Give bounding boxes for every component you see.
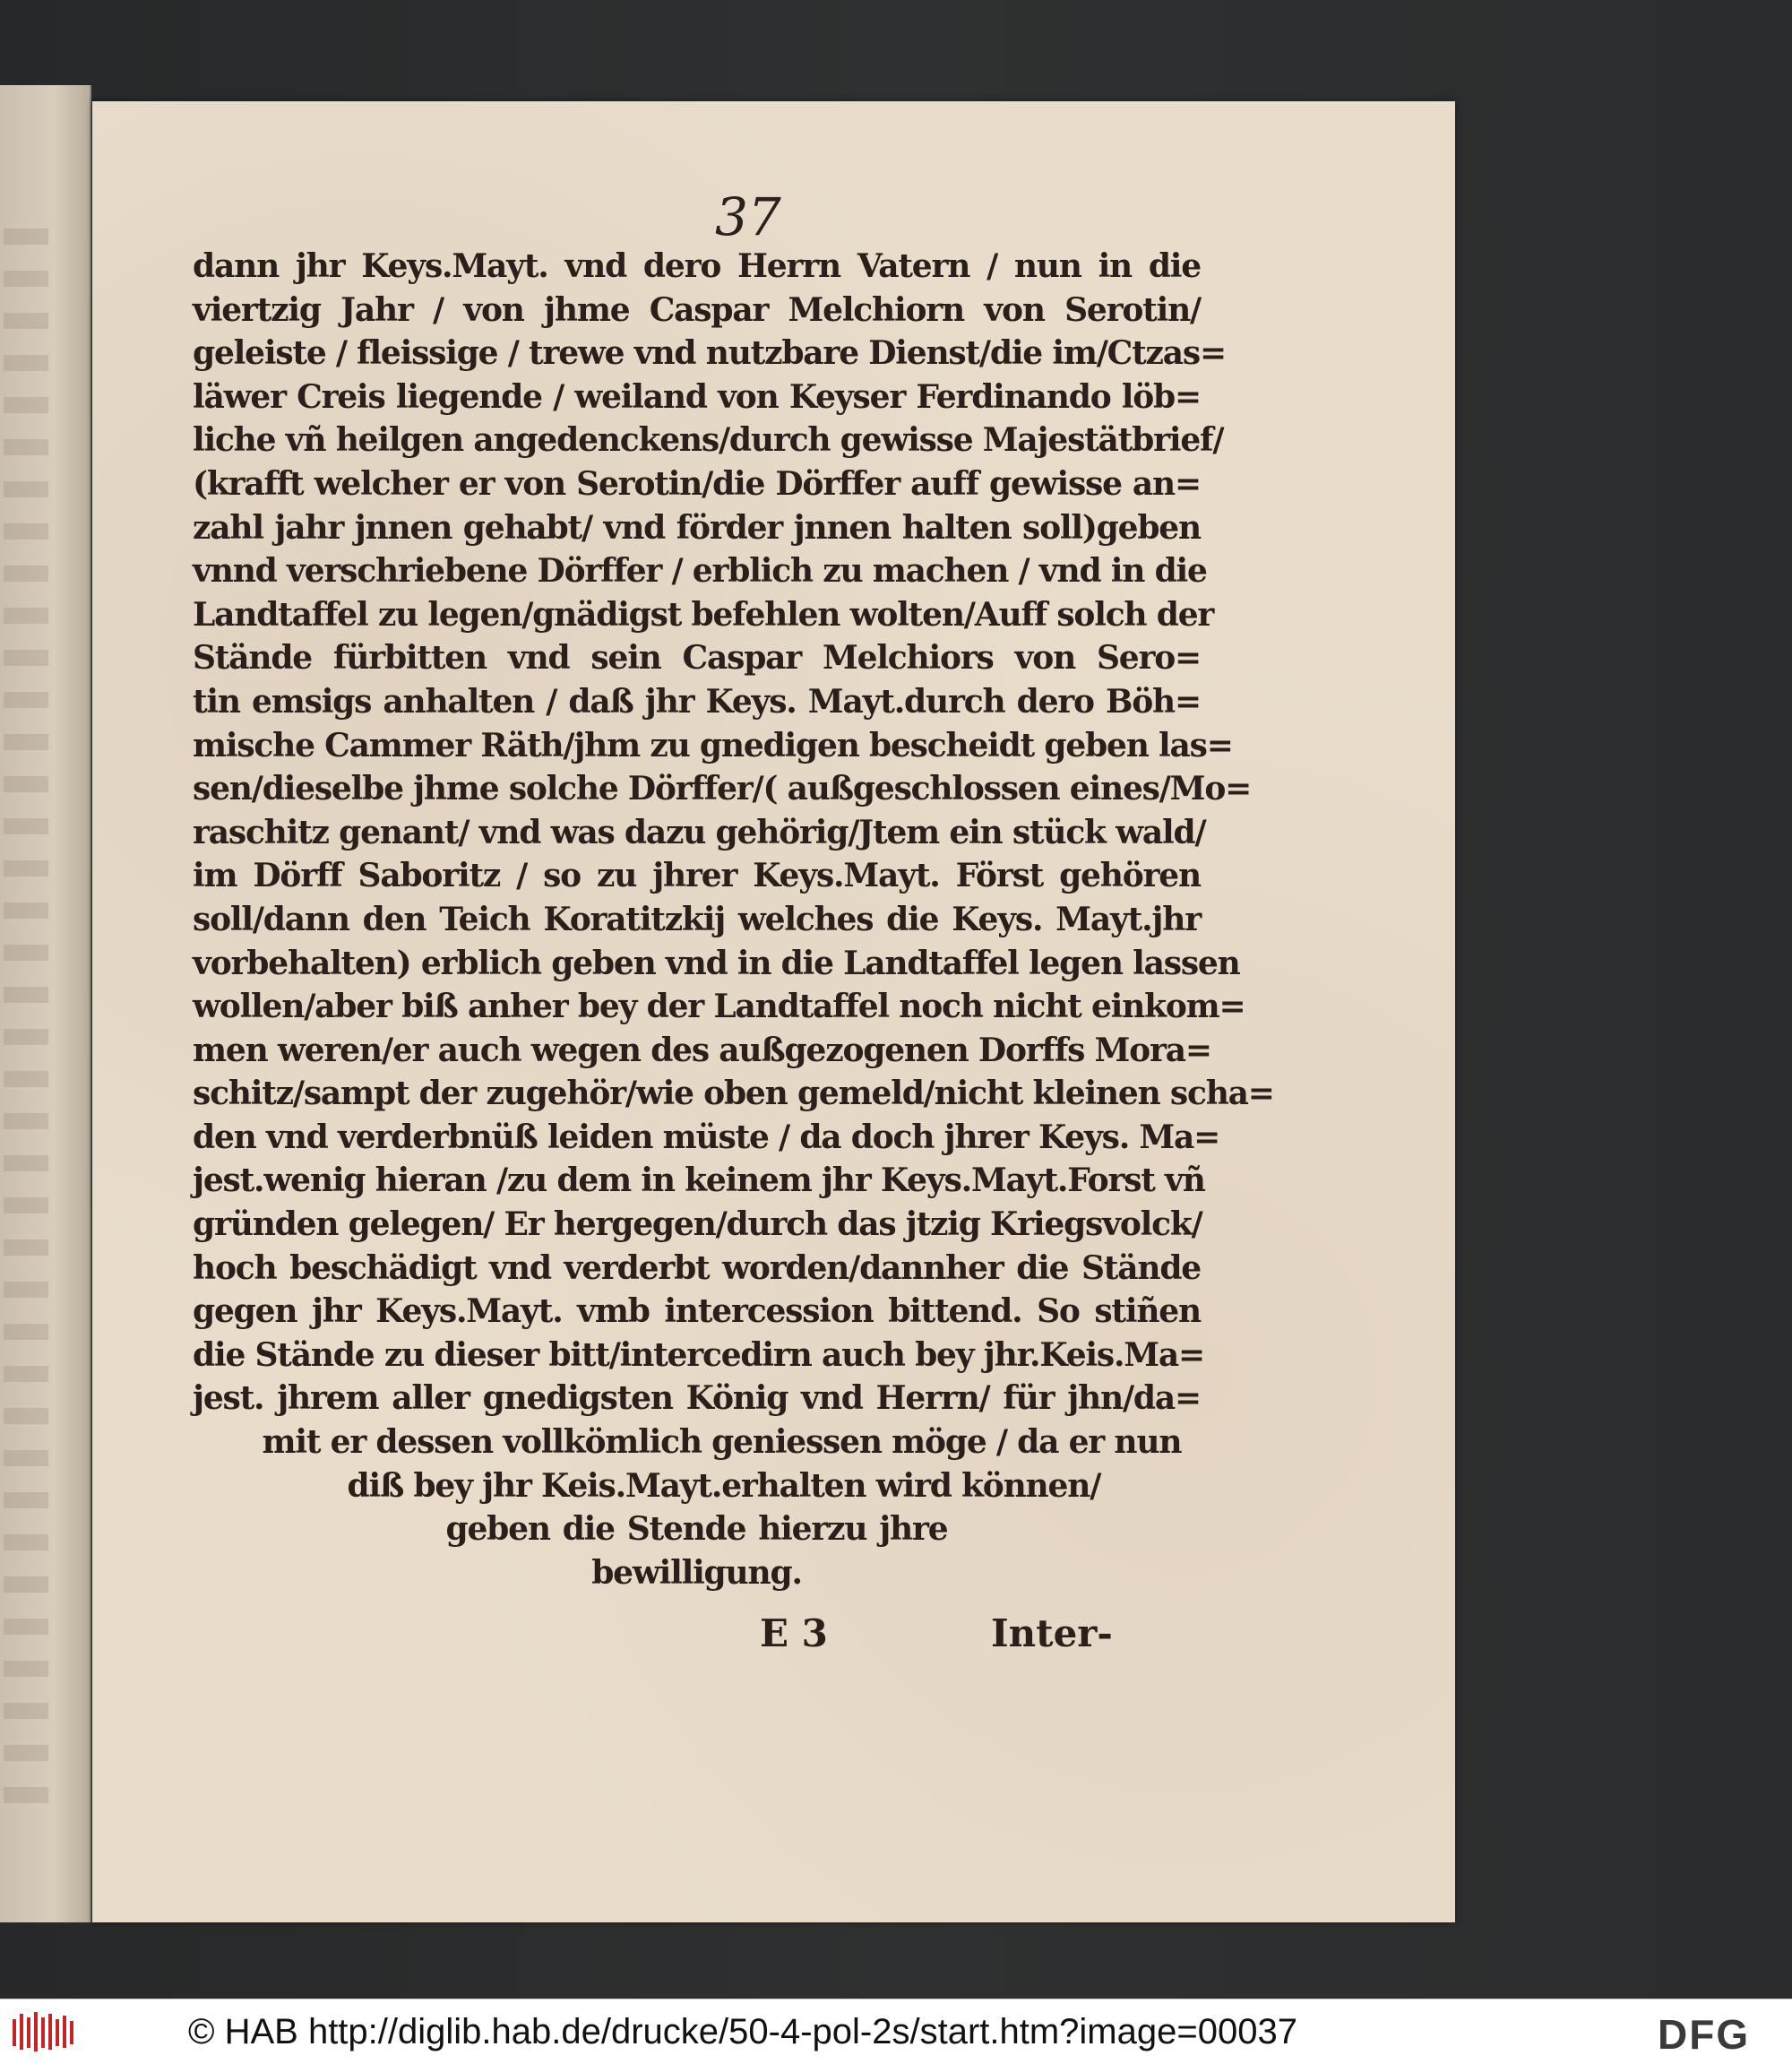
- text-line: bewilligung.: [591, 1553, 802, 1592]
- book-page: [92, 101, 1455, 1922]
- text-line: jest.wenig hieran /zu dem in keinem jhr Keys.Mayt.Forst vñ: [193, 1162, 1205, 1200]
- text-line: soll/dann den Teich Koratitzkij welches die Keys. Mayt.jhr: [193, 900, 1201, 938]
- text-line: mit er dessen vollkömlich geniessen möge / da er nun: [262, 1423, 1182, 1462]
- text-line: viertzig Jahr / von jhme Caspar Melchiorn von Serotin/: [193, 290, 1201, 329]
- text-line: hoch beschädigt vnd verderbt worden/dannher die Stände: [193, 1248, 1201, 1287]
- text-line: jest. jhrem aller gnedigsten König vnd Herrn/ für jhn/da=: [193, 1379, 1201, 1418]
- text-line: die Stände zu dieser bitt/intercedirn auch bey jhr.Keis.Ma=: [193, 1335, 1205, 1374]
- text-line: dann jhr Keys.Mayt. vnd dero Herrn Vatern / nun in die: [193, 247, 1201, 285]
- text-line: diß bey jhr Keis.Mayt.erhalten wird können/: [347, 1466, 1101, 1505]
- copyright-url: © HAB http://diglib.hab.de/drucke/50-4-pol-2s/start.htm?image=00037: [188, 2012, 1297, 2051]
- text-line: vorbehalten) erblich geben vnd in die Landtaffel legen lassen: [193, 944, 1240, 982]
- text-line: geleiste / fleissige / trewe vnd nutzbare Dienst/die im/Ctzas=: [193, 334, 1226, 373]
- text-line: (krafft welcher er von Serotin/die Dörffer auff gewisse an=: [193, 464, 1201, 503]
- text-line: läwer Creis liegende / weiland von Keyser Ferdinando löb=: [193, 377, 1201, 416]
- page-number: 37: [715, 186, 781, 247]
- text-line: mische Cammer Räth/jhm zu gnedigen bescheidt geben las=: [193, 726, 1233, 764]
- text-line: tin emsigs anhalten / daß jhr Keys. Mayt.durch dero Böh=: [193, 682, 1201, 721]
- text-line: Landtaffel zu legen/gnädigst befehlen wolten/Auff solch der: [193, 595, 1214, 634]
- footer-bar: [0, 1999, 1792, 2064]
- catchword: Inter-: [991, 1611, 1113, 1655]
- text-line: schitz/sampt der zugehör/wie oben gemeld/nicht kleinen scha=: [193, 1075, 1274, 1113]
- text-line: den vnd verderbnüß leiden müste / da doch jhrer Keys. Ma=: [193, 1118, 1220, 1156]
- previous-page-text: [4, 229, 48, 1824]
- text-line: im Dörff Saboritz / so zu jhrer Keys.Mayt. Först gehören: [193, 857, 1201, 895]
- hab-logo-icon: [11, 2010, 75, 2053]
- text-line: gründen gelegen/ Er hergegen/durch das jtzig Kriegsvolck/: [193, 1205, 1202, 1244]
- text-line: zahl jahr jnnen gehabt/ vnd förder jnnen halten soll)geben: [193, 508, 1201, 547]
- text-line: wollen/aber biß anher bey der Landtaffel noch nicht einkom=: [193, 988, 1245, 1026]
- text-line: men weren/er auch wegen des außgezogenen Dorffs Mora=: [193, 1031, 1211, 1069]
- text-line: vnnd verschriebene Dörffer / erblich zu machen / vnd in die: [193, 552, 1207, 591]
- body-text: [193, 245, 1274, 1594]
- text-line: sen/dieselbe jhme solche Dörffer/( außgeschlossen eines/Mo=: [193, 770, 1252, 808]
- text-line: geben die Stende hierzu jhre: [445, 1510, 948, 1549]
- text-line: Stände fürbitten vnd sein Caspar Melchiors von Sero=: [193, 639, 1201, 678]
- previous-page-edge: [0, 85, 91, 1922]
- text-line: gegen jhr Keys.Mayt. vmb intercession bittend. So stiñen: [193, 1292, 1201, 1331]
- text-line: raschitz genant/ vnd was dazu gehörig/Jtem ein stück wald/: [193, 813, 1206, 851]
- text-line: liche vñ heilgen angedenckens/durch gewisse Majestätbrief/: [193, 421, 1224, 460]
- signature-mark: E 3: [760, 1611, 828, 1655]
- dfg-logo: DFG: [1658, 2011, 1751, 2058]
